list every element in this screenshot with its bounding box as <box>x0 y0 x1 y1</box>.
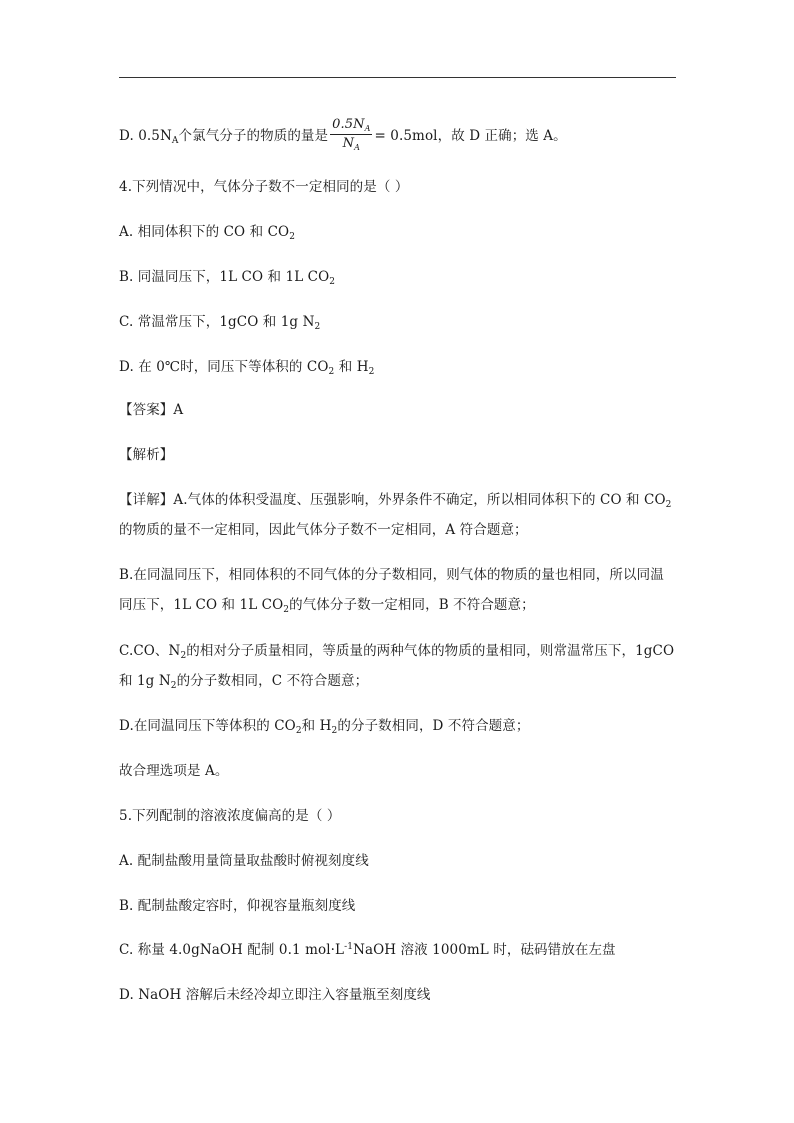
q4-option-d: D. 在 0℃时，同压下等体积的 $CO_2$ 和 $H_2$ <box>119 359 375 377</box>
prev-option-d: D. $0.5N_A$个氯气分子的物质的量是 $\frac{0.5N_A}{N_A}$ = 0.5mol，故 D 正确；选 A。 <box>119 117 567 152</box>
q4-analysis-heading: 【解析】 <box>119 447 174 463</box>
q4-c-line-1: C.CO、$N_2$的相对分子质量相同，等质量的两种气体的物质的量相同，则常温常压下，1gCO <box>119 643 675 661</box>
q4-option-c: C. 常温常压下，1gCO 和 1g $N_2$ <box>119 314 321 332</box>
q4-detail-line-2: 的物质的量不一定相同，因此气体分子数不一定相同，A 符合题意； <box>119 522 528 538</box>
q5-option-a: A. 配制盐酸用量筒量取盐酸时俯视刻度线 <box>119 853 369 869</box>
q4-answer: 【答案】A <box>119 402 184 418</box>
q4-detail-line-1: 【详解】A.气体的体积受温度、压强影响，外界条件不确定，所以相同体积下的 CO 和 $CO_2$ <box>119 492 672 510</box>
q4-option-b: B. 同温同压下，1L CO 和 1L $CO_2$ <box>119 269 336 287</box>
q5-option-b: B. 配制盐酸定容时，仰视容量瓶刻度线 <box>119 898 356 914</box>
q4-b-line-1: B.在同温同压下，相同体积的不同气体的分子数相同，则气体的物质的量也相同，所以同温 <box>119 567 664 583</box>
q4-b-line-2: 同压下，1L CO 和 1L $CO_2$的气体分子数一定相同，B 不符合题意； <box>119 597 535 615</box>
q4-d-line: D.在同温同压下等体积的 $CO_2$和 $H_2$的分子数相同，D 不符合题意； <box>119 718 530 736</box>
q4-option-a: A. 相同体积下的 CO 和 $CO_2$ <box>119 224 296 242</box>
q5-option-d: D. NaOH 溶解后未经冷却立即注入容量瓶至刻度线 <box>119 987 431 1003</box>
fraction: $\frac{0.5N_A}{N_A}$ <box>332 117 371 152</box>
header-rule <box>119 77 676 78</box>
q4-conclusion: 故合理选项是 A。 <box>119 763 229 779</box>
q4-c-line-2: 和 1g $N_2$的分子数相同，C 不符合题意； <box>119 673 369 691</box>
q5-stem: 5.下列配制的溶液浓度偏高的是（ ） <box>119 808 341 824</box>
q5-option-c: C. 称量 4.0gNaOH 配制 0.1 $mol\cdot L^{-1}NaOH$ 溶液 1000mL 时，砝码错放在左盘 <box>119 942 616 958</box>
q4-stem: 4.下列情况中，气体分子数不一定相同的是（ ） <box>119 179 409 195</box>
